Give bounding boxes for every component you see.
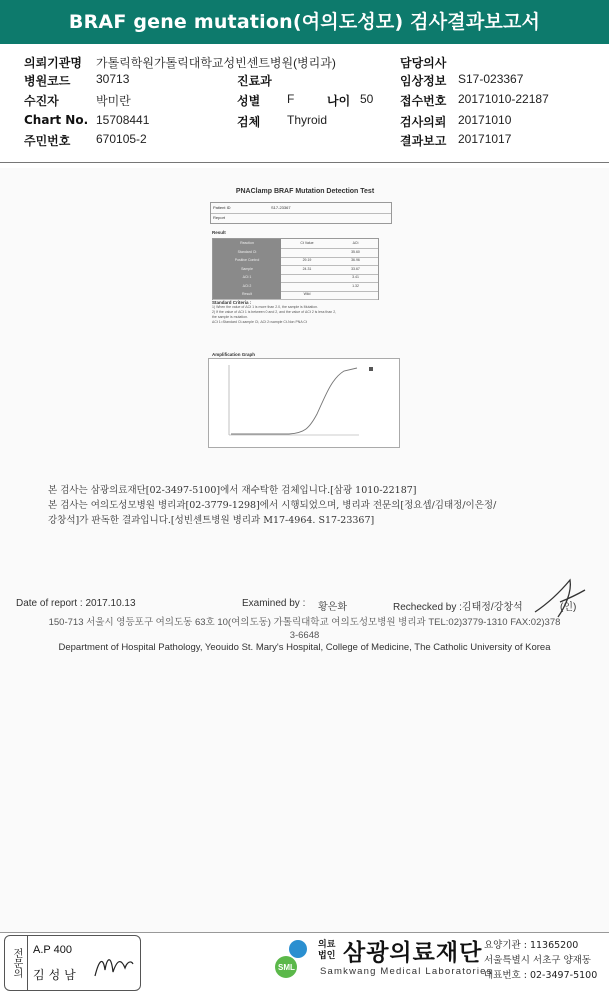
patient-id-value: S17-23367 (271, 205, 291, 210)
patient-id-table (210, 202, 392, 224)
report-title: BRAF gene mutation(여의도성모) 검사결과보고서 (0, 0, 609, 44)
hospital-code-label: 병원코드 (24, 74, 71, 88)
org-info-line: 요양기관 : 11365200 (484, 940, 579, 951)
stamp-signature-icon (91, 950, 135, 982)
sex-value: F (287, 92, 295, 106)
specimen-value: Thyroid (287, 113, 328, 127)
result-row-ct: 24.31 (302, 266, 312, 271)
org-name: 삼광의료재단 (343, 940, 483, 966)
org-info-line: 서울특별시 서초구 양재동 (484, 955, 591, 966)
result-report-label: 결과보고 (400, 134, 447, 148)
result-row-ct: 29.19 (302, 258, 312, 262)
address-line: 150-713 서울시 영등포구 여의도동 63호 10(여의도동) 가톨릭대학교 여의도성모병원 병리과 TEL:02)3779-1310 FAX:02)378 (48, 617, 561, 628)
chart-no-value: 15708441 (96, 113, 150, 127)
patient-label: 수진자 (24, 94, 59, 108)
department-english: Department of Hospital Pathology, Yeouido St. Mary's Hospital, College of Medicine, The Catholic University of Korea (58, 642, 551, 653)
institution-label: 의뢰기관명 (24, 56, 82, 70)
embedded-report (200, 180, 410, 450)
note-line: 강창석]가 판독한 결과입니다.[성빈센트병원 병리과 M17-4964. S17-23367] (48, 515, 375, 526)
pathology-address (0, 616, 609, 642)
specialist-stamp (4, 935, 141, 991)
amplification-graph (208, 358, 400, 448)
result-row-dct: 35.60 (351, 249, 360, 254)
result-row-dct: ΔCt (352, 241, 359, 245)
logo-blue-dot (289, 940, 307, 958)
criteria-title: Standard Criteria : (212, 300, 252, 305)
department-label: 진료과 (237, 74, 272, 88)
result-row-label: Sample (213, 265, 281, 274)
institution-value: 가톨릭학원가톨릭대학교성빈센트병원(병리과) (96, 56, 336, 70)
request-value: 20171010 (458, 113, 512, 127)
request-label: 검사의뢰 (400, 115, 447, 129)
id-value: 670105-2 (96, 132, 147, 146)
age-value: 50 (360, 92, 374, 106)
patient-id-label: Patient ID (213, 205, 231, 210)
note-line: 본 검사는 여의도성모병원 병리과[02-3779-1298]에서 시행되었으며, 병리과 전문의[정요셉/김태정/이은정/ (48, 500, 497, 511)
result-table (212, 238, 379, 300)
org-type-label (318, 940, 335, 962)
report-notes (48, 483, 558, 528)
criteria-line: 2) If the value of ΔCt 1 is between 0 and 2, and the value of ΔCt 2 is less than 2, (212, 310, 337, 314)
result-row-ct: Wild (303, 292, 311, 296)
chart-no-label: Chart No. (24, 113, 89, 127)
result-report-value: 20171017 (458, 132, 512, 146)
amplification-curve (231, 368, 357, 434)
result-row-label: ΔCt 1 (213, 273, 281, 282)
patient-value: 박미란 (96, 94, 131, 108)
signature-icon (530, 572, 590, 622)
stamp-name: 김성남 (33, 968, 80, 982)
embedded-report-title: PNAClamp BRAF Mutation Detection Test (235, 188, 375, 195)
result-row-dct: 1.32 (352, 283, 359, 288)
result-row-label: ΔCt 2 (213, 282, 281, 291)
stamp-side-text: 전문의 (5, 936, 28, 990)
sex-label: 성별 (237, 94, 261, 108)
criteria-text (212, 305, 392, 325)
graph-section-title: Amplification Graph (212, 352, 256, 357)
id-label: 주민번호 (24, 134, 71, 148)
age-label: 나이 (327, 94, 351, 108)
result-row-dct: 33.67 (351, 266, 360, 271)
result-row-label: Reaction (213, 239, 281, 248)
clinical-info-value: S17-023367 (458, 72, 524, 86)
amplification-curve-svg (209, 359, 399, 447)
result-row-label: Result (213, 290, 281, 299)
stamp-ap: A.P 400 (33, 944, 72, 956)
legend-marker (369, 367, 373, 371)
result-section-title: Result (212, 230, 226, 235)
patient-header (0, 52, 609, 160)
criteria-line: ΔCt 1=Standard Ct-sample Ct, ΔCt 2=sample Ct-Non PNA Ct (212, 320, 307, 324)
address-line: 3-6648 (289, 630, 320, 641)
org-english-name: Samkwang Medical Laboratories (320, 966, 493, 977)
doctor-label: 담당의사 (400, 56, 447, 70)
seal-text: (인) (560, 602, 577, 613)
result-row-dct: 3.41 (352, 275, 359, 279)
examined-value: 황은화 (318, 602, 347, 613)
hospital-code-value: 30713 (96, 72, 130, 86)
result-row-label: Positive Control (213, 256, 281, 265)
result-row-ct: Ct Value (300, 241, 314, 245)
logo-text: SML (278, 963, 295, 972)
date-of-report: Date of report : 2017.10.13 (16, 598, 136, 609)
org-type-line: 법인 (318, 951, 336, 961)
report-label: Report (213, 215, 226, 220)
sml-logo-icon (272, 937, 312, 981)
examined-label: Examined by : (242, 598, 306, 609)
result-row-label: Standard Ct (213, 248, 281, 257)
org-type-line: 의료 (318, 940, 336, 950)
note-line: 본 검사는 삼광의료재단[02-3497-5100]에서 재수탁한 검체입니다.[삼광 1010-22187] (48, 485, 417, 496)
specimen-label: 검체 (237, 115, 261, 129)
result-row-dct: 36.96 (351, 258, 360, 262)
rechecked-label: Rechecked by :김태정/강창석 (393, 602, 523, 613)
receipt-no-label: 접수번호 (400, 94, 447, 108)
receipt-no-value: 20171010-22187 (458, 92, 549, 106)
clinical-info-label: 임상정보 (400, 74, 447, 88)
criteria-line: 1) When the value of ΔCt 1 is more than 2.0, the sample is Mutation. (212, 305, 319, 309)
result-row-dct (333, 290, 378, 299)
org-info-line: 대표번호 : 02-3497-5100 (484, 970, 598, 981)
criteria-line: the sample is mutation. (212, 315, 248, 319)
footer-divider (0, 932, 609, 933)
result-row (213, 290, 378, 300)
org-info (484, 938, 597, 983)
header-divider (0, 162, 609, 163)
